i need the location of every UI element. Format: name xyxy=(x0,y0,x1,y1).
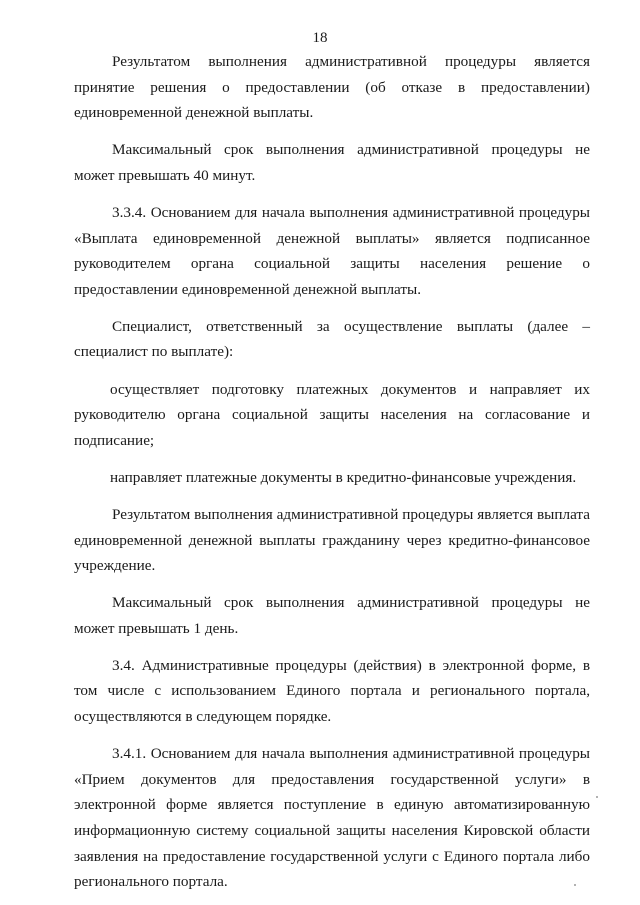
document-body xyxy=(74,49,590,895)
page-number: 18 xyxy=(312,30,328,46)
scan-speck xyxy=(574,884,576,886)
paragraph-3-4-electronic-procedures: 3.4. Административные процедуры (действия) в электронной форме, в том числе с использованием Единого портала и регионального портала, осуществляются в следующем порядке. xyxy=(74,656,590,726)
paragraph-payment-specialist: Специалист, ответственный за осуществление выплаты (далее – специалист по выплате): xyxy=(74,317,590,361)
paragraph-max-time-40-minutes: Максимальный срок выполнения административной процедуры не может превышать 40 минут. xyxy=(74,141,590,184)
paragraph-max-time-1-day: Максимальный срок выполнения административной процедуры не может превышать 1 день. xyxy=(74,594,590,637)
paragraph-3-3-4-basis: 3.3.4. Основанием для начала выполнения административной процедуры «Выплата единовременной денежной выплаты» является подписанное руководителем органа социальной защиты населения решение о предоставлении единовременной денежной выплаты. xyxy=(74,203,590,298)
paragraph-3-4-1-basis: 3.4.1. Основанием для начала выполнения административной процедуры «Прием документов для предоставления государственной услуги» в электронной форме является поступление в единую автоматизированную информационную систему социальной защиты населения Кировской области заявления на предоставление государственной услуги с Единого портала либо регионального портала. xyxy=(74,745,590,891)
paragraph-result-payment: Результатом выполнения административной процедуры является выплата единовременной денежной выплаты гражданину через кредитно-финансовое учреждение. xyxy=(74,505,590,575)
paragraph-result-decision: Результатом выполнения административной процедуры является принятие решения о предоставлении (об отказе в предоставлении) единовременной денежной выплаты. xyxy=(74,53,590,122)
list-item-prepares-documents: осуществляет подготовку платежных документов и направляет их руководителю органа социальной защиты населения на согласование и подписание; xyxy=(74,380,590,449)
list-item-sends-documents: направляет платежные документы в кредитно-финансовые учреждения. xyxy=(110,468,577,486)
scan-speck xyxy=(596,796,598,798)
